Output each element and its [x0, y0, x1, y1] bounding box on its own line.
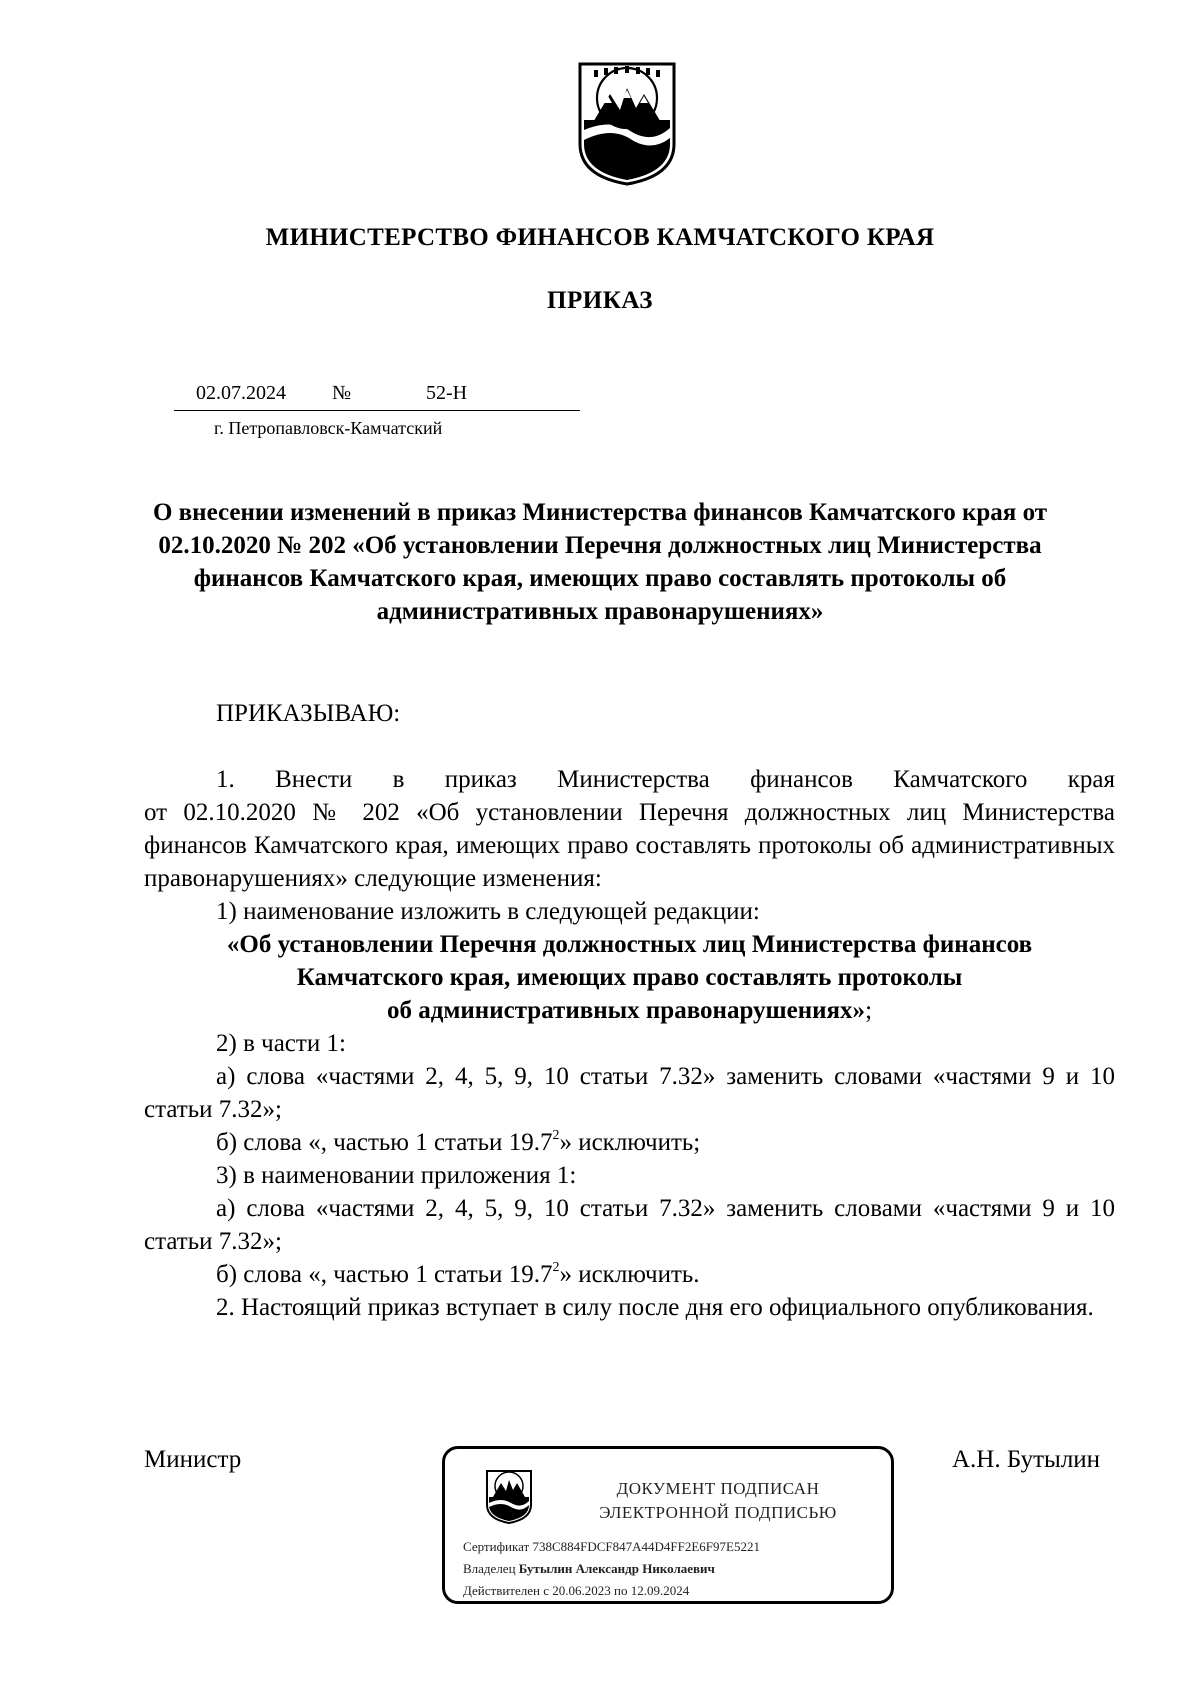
stamp-title-line-1: ДОКУМЕНТ ПОДПИСАН	[616, 1479, 820, 1498]
order-body	[144, 763, 1115, 1324]
validity-label: Действителен	[463, 1583, 540, 1598]
item-2a: а) слова «частями 2, 4, 5, 9, 10 статьи 7.32» заменить словами «частями 9 и 10 статьи 7.32»;	[144, 1063, 1115, 1123]
stamp-owner	[463, 1561, 715, 1577]
item-3: 3) в наименовании приложения 1:	[216, 1162, 577, 1189]
item-3b	[144, 1258, 1115, 1291]
item-3b-superscript: 2	[552, 1259, 560, 1275]
valid-to-label: по	[614, 1583, 628, 1598]
item-3b-end: » исключить.	[559, 1261, 700, 1288]
item-3a: а) слова «частями 2, 4, 5, 9, 10 статьи 7.32» заменить словами «частями 9 и 10 статьи 7.32»;	[144, 1195, 1115, 1255]
new-title-line-2: Камчатского края, имеющих право составлять протоколы	[296, 964, 963, 991]
certificate-value: 738C884FDCF847A44D4FF2E6F97E5221	[532, 1539, 760, 1554]
valid-to: 12.09.2024	[630, 1583, 690, 1598]
signer-name: А.Н. Бутылин	[952, 1446, 1101, 1473]
stamp-certificate	[463, 1539, 760, 1555]
new-title-line-3: об административных правонарушениях»	[386, 997, 866, 1024]
document-type: ПРИКАЗ	[547, 287, 653, 314]
item-2b-superscript: 2	[552, 1127, 560, 1143]
item-1: 1) наименование изложить в следующей редакции:	[216, 898, 760, 925]
new-title	[144, 928, 1115, 1027]
certificate-label: Сертификат	[463, 1539, 530, 1554]
number-sign: №	[332, 382, 352, 404]
item-2b	[144, 1126, 1115, 1159]
new-title-end: ;	[865, 997, 873, 1024]
city: г. Петропавловск-Камчатский	[214, 418, 443, 438]
item-2b-text: б) слова «, частью 1 статьи 19.7	[216, 1129, 553, 1156]
date-number-line	[174, 382, 580, 411]
order-subject: О внесении изменений в приказ Министерства финансов Камчатского края от 02.10.2020 № 202 «Об установлении Перечня должностных лиц Министерства финансов Камчатского края, имеющих право составлять протоколы об административных правонарушениях»	[152, 499, 1048, 625]
item-2b-end: » исключить;	[559, 1129, 701, 1156]
order-word: ПРИКАЗЫВАЮ:	[216, 700, 401, 727]
owner-value: Бутылин Александр Николаевич	[518, 1561, 715, 1576]
kamchatka-coat-of-arms-icon	[572, 58, 682, 186]
stamp-validity	[463, 1583, 689, 1599]
e-signature-stamp	[442, 1446, 894, 1604]
valid-from-label: с	[543, 1583, 549, 1598]
signer-position: Министр	[144, 1446, 242, 1473]
order-number: 52-Н	[426, 382, 468, 404]
kamchatka-coat-of-arms-icon	[483, 1467, 535, 1525]
new-title-line-1: «Об установлении Перечня должностных лиц Министерства финансов	[226, 931, 1033, 958]
order-date: 02.07.2024	[196, 382, 286, 404]
item-2: 2) в части 1:	[216, 1030, 346, 1057]
paragraph-1-rest: от 02.10.2020 № 202 «Об установлении Перечня должностных лиц Министерства финансов Камчатского края, имеющих право составлять протоколы об административных правонарушениях» следующие изменения:	[144, 799, 1115, 892]
stamp-title-line-2: ЭЛЕКТРОННОЙ ПОДПИСЬЮ	[599, 1503, 837, 1522]
ministry-name: МИНИСТЕРСТВО ФИНАНСОВ КАМЧАТСКОГО КРАЯ	[265, 224, 935, 251]
paragraph-1-first-line: 1. Внести в приказ Министерства финансов Камчатского края	[216, 766, 1115, 793]
valid-from: 20.06.2023	[552, 1583, 611, 1598]
item-3b-text: б) слова «, частью 1 статьи 19.7	[216, 1261, 553, 1288]
paragraph-2: 2. Настоящий приказ вступает в силу после дня его официального опубликования.	[216, 1294, 1094, 1321]
owner-label: Владелец	[463, 1561, 516, 1576]
